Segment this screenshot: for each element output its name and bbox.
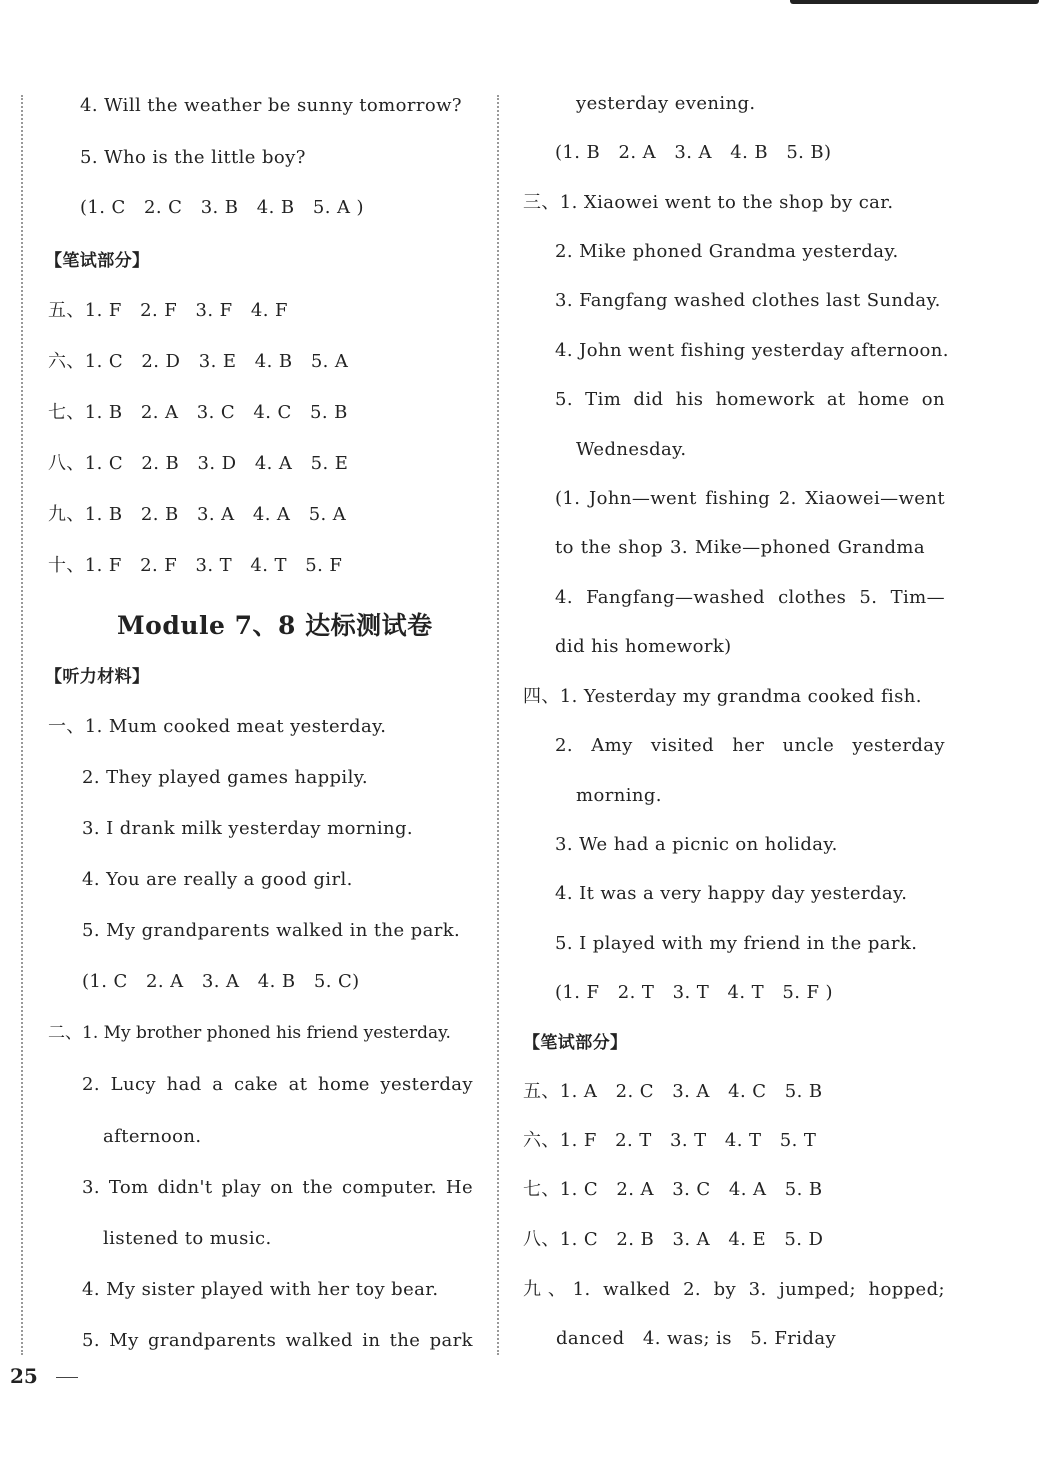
answer-line: 2. Lucy had a cake at home yesterday [82, 1074, 473, 1095]
answer-key: 十、1. F 2. F 3. T 4. T 5. F [48, 555, 343, 576]
answer-line: 4. It was a very happy day yesterday. [555, 883, 908, 904]
answer-line: 3. We had a picnic on holiday. [555, 834, 838, 855]
answer-key: 七、1. B 2. A 3. C 4. C 5. B [48, 402, 348, 423]
answer-line: 5. My grandparents walked in the park [82, 1330, 473, 1351]
answer-key: 五、1. F 2. F 3. F 4. F [48, 300, 288, 321]
section-heading: Module 7、8 达标测试卷 [117, 611, 433, 640]
answer-key: (1. B 2. A 3. A 4. B 5. B) [555, 142, 832, 163]
answer-line: 4. My sister played with her toy bear. [82, 1279, 439, 1300]
answer-line: 4. Will the weather be sunny tomorrow? [80, 95, 462, 116]
answer-key: (1. C 2. C 3. B 4. B 5. A ) [80, 197, 364, 218]
answer-key: 六、1. C 2. D 3. E 4. B 5. A [48, 351, 349, 372]
answer-line: 3. Fangfang washed clothes last Sunday. [555, 290, 941, 311]
answer-key: 八、1. C 2. B 3. A 4. E 5. D [523, 1229, 824, 1250]
answer-line: 3. Tom didn't play on the computer. He [82, 1177, 473, 1198]
answer-key: 九、1. B 2. B 3. A 4. A 5. A [48, 504, 347, 525]
answer-line: morning. [576, 785, 662, 806]
answer-line: 4. You are really a good girl. [82, 869, 353, 890]
answer-key: 4. Fangfang—washed clothes 5. Tim— [555, 587, 945, 608]
answer-line: 四、1. Yesterday my grandma cooked fish. [523, 686, 922, 707]
left-margin-rule [21, 95, 23, 1355]
answer-line: Wednesday. [576, 439, 687, 460]
answer-key: danced 4. was; is 5. Friday [556, 1328, 837, 1349]
answer-line: 二、1. My brother phoned his friend yesterday. [48, 1023, 451, 1043]
answer-line: 2. They played games happily. [82, 767, 369, 788]
page-number-rule [56, 1377, 78, 1378]
section-tag-written: 【笔试部分】 [45, 251, 150, 271]
answer-line: 5. I played with my friend in the park. [555, 933, 918, 954]
answer-line: 5. Tim did his homework at home on [555, 389, 945, 410]
answer-line: afternoon. [103, 1126, 202, 1147]
answer-key: to the shop 3. Mike—phoned Grandma [555, 537, 925, 558]
column-divider [497, 95, 499, 1355]
answer-line: 5. Who is the little boy? [80, 147, 306, 168]
answer-key: 八、1. C 2. B 3. D 4. A 5. E [48, 453, 349, 474]
answer-key: (1. John—went fishing 2. Xiaowei—went [555, 488, 945, 509]
answer-line: 3. I drank milk yesterday morning. [82, 818, 414, 839]
answer-key: (1. C 2. A 3. A 4. B 5. C) [82, 971, 360, 992]
answer-line: 三、1. Xiaowei went to the shop by car. [523, 192, 894, 213]
page-number: 25 [10, 1364, 38, 1388]
top-edge-mark [790, 0, 1039, 4]
answer-line: yesterday evening. [576, 93, 756, 114]
answer-line: 2. Amy visited her uncle yesterday [555, 735, 945, 756]
answer-line: 4. John went fishing yesterday afternoon. [555, 340, 949, 361]
answer-key: 五、1. A 2. C 3. A 4. C 5. B [523, 1081, 823, 1102]
answer-line: listened to music. [103, 1228, 272, 1249]
answer-key: (1. F 2. T 3. T 4. T 5. F ) [555, 982, 833, 1003]
answer-key: did his homework) [555, 636, 732, 657]
answer-key: 九、1. walked 2. by 3. jumped; hopped; [523, 1279, 945, 1300]
section-tag-written: 【笔试部分】 [523, 1033, 628, 1053]
answer-line: 一、1. Mum cooked meat yesterday. [48, 716, 387, 737]
section-tag-listening: 【听力材料】 [45, 667, 150, 687]
answer-key: 七、1. C 2. A 3. C 4. A 5. B [523, 1179, 823, 1200]
answer-line: 5. My grandparents walked in the park. [82, 920, 461, 941]
answer-line: 2. Mike phoned Grandma yesterday. [555, 241, 899, 262]
answer-key: 六、1. F 2. T 3. T 4. T 5. T [523, 1130, 817, 1151]
